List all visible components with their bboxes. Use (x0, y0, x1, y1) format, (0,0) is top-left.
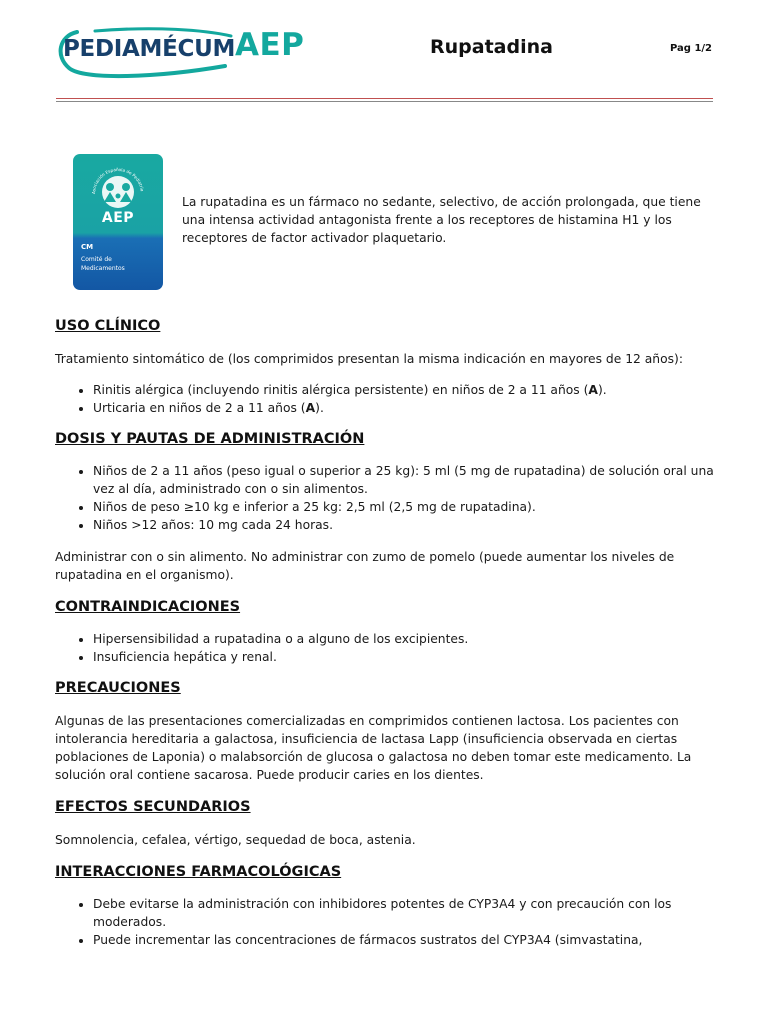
precauciones-text: Algunas de las presentaciones comercializadas en comprimidos contienen lactosa. Los pacientes con intolerancia hereditaria a galactosa, insuficiencia de lactasa Lapp (insuficiencia observada en ciertas poblaciones de Laponia) o malabsorción de glucosa o galactosa no deben tomar este medicamento. La solución oral contiene sacarosa. Puede producir caries en los dientes. (55, 714, 692, 782)
logo-wordmark: PEDIAMÉCUM (63, 36, 236, 62)
list-item: • Niños >12 años: 10 mg cada 24 horas. (93, 516, 723, 534)
logo-aep: AEP (235, 27, 305, 63)
efectos-text: Somnolencia, cefalea, vértigo, sequedad de boca, astenia. (55, 833, 416, 847)
pediamecum-logo (55, 26, 305, 82)
badge-code: CM (81, 243, 94, 251)
document-body (55, 318, 723, 949)
dosis-list (55, 462, 723, 534)
page-header (0, 0, 768, 110)
header-rule-gray (56, 101, 713, 102)
badge-ring-text: Asociación Española de Pediatría (90, 166, 145, 195)
contraindicaciones-list (55, 630, 723, 666)
aep-emblem-icon (73, 154, 163, 214)
list-item: • Urticaria en niños de 2 a 11 años (A). (93, 399, 723, 417)
badge-brand: AEP (101, 210, 135, 226)
uso-clinico-list (55, 381, 723, 417)
heading-uso-clinico: USO CLÍNICO (55, 318, 161, 334)
document-title: Rupatadina (430, 36, 553, 58)
page-number: Pag 1/2 (670, 43, 713, 54)
list-item: • Puede incrementar las concentraciones de fármacos sustratos del CYP3A4 (simvastatina, (93, 931, 723, 949)
list-item: • Rinitis alérgica (incluyendo rinitis alérgica persistente) en niños de 2 a 11 años (A). (93, 381, 723, 399)
list-item: • Hipersensibilidad a rupatadina o a alguno de los excipientes. (93, 630, 723, 648)
heading-contraindicaciones: CONTRAINDICACIONES (55, 599, 241, 615)
list-item: • Niños de 2 a 11 años (peso igual o superior a 25 kg): 5 ml (5 mg de rupatadina) de solución oral una vez al día, administrado con o sin alimentos. (93, 462, 723, 498)
heading-precauciones: PRECAUCIONES (55, 680, 181, 696)
uso-clinico-text: Tratamiento sintomático de (los comprimidos presentan la misma indicación en mayores de 12 años): (55, 352, 683, 366)
list-item: • Insuficiencia hepática y renal. (93, 648, 723, 666)
badge-subtitle: Comité de Medicamentos (81, 256, 125, 272)
heading-efectos: EFECTOS SECUNDARIOS (55, 799, 251, 815)
interacciones-list (55, 895, 723, 949)
intro-paragraph: La rupatadina es un fármaco no sedante, selectivo, de acción prolongada, que tiene una intensa actividad antagonista frente a los receptores de histamina H1 y los receptores de factor activador plaquetario. (182, 195, 701, 245)
list-item: • Niños de peso ≥10 kg e inferior a 25 kg: 2,5 ml (2,5 mg de rupatadina). (93, 498, 723, 516)
list-item: • Debe evitarse la administración con inhibidores potentes de CYP3A4 y con precaución con los moderados. (93, 895, 723, 931)
aep-committee-badge (73, 154, 163, 290)
heading-dosis: DOSIS Y PAUTAS DE ADMINISTRACIÓN (55, 431, 365, 447)
heading-interacciones: INTERACCIONES FARMACOLÓGICAS (55, 864, 342, 880)
dosis-text: Administrar con o sin alimento. No administrar con zumo de pomelo (puede aumentar los niveles de rupatadina en el organismo). (55, 550, 675, 582)
header-rule-red (56, 98, 713, 99)
